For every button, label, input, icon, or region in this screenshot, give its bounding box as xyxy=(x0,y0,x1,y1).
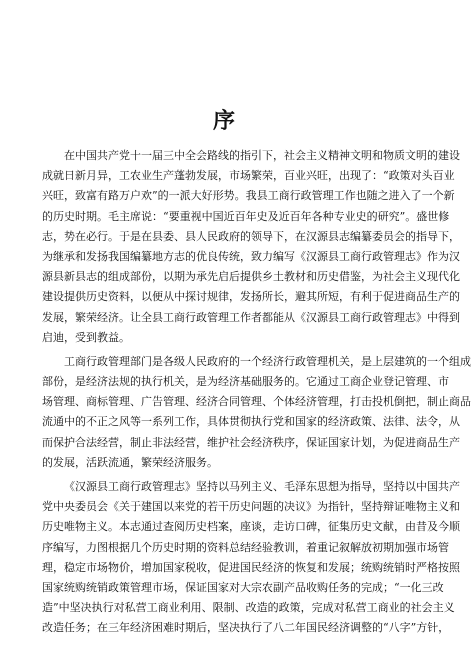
text-line: 部份，是经济法规的执行机关，是为经济基础服务的。它通过工商企业登记管理、市 xyxy=(42,375,449,389)
text-line: 在中国共产党十一届三中全会路线的指引下，社会主义精神文明和物质文明的建设 xyxy=(64,149,460,162)
text-line: 的历史时期。毛主席说：“要重视中国近百年史及近百年各种专业史的研究”。盛世修 xyxy=(42,209,450,223)
text-line: 序编写，力图根据几个历史时期的资料总结经验教训，着重记叙解放初期加强市场管 xyxy=(42,540,449,554)
text-line: 启迪，受到教益。 xyxy=(42,330,130,344)
text-line: 兴旺，致富有路万户欢”的一派大好形势。我县工商行政管理工作也随之进入了一个新 xyxy=(42,189,455,203)
text-line: 的发展，活跃流通，繁荣经济服务。 xyxy=(42,455,218,469)
text-line: 为继承和发扬我国编纂地方志的优良传统，致力编写《汉源县工商行政管理志》作为汉 xyxy=(42,249,460,263)
text-line: 造”中坚决执行对私营工商业利用、限制、改造的政策，完成对私营工商业的社会主义 xyxy=(42,601,455,615)
text-line: 源县新县志的组成部份，以期为承先启后提供乡土教材和历史借鉴，为社会主义现代化 xyxy=(42,270,460,284)
text-line: 流通中的不正之风等一系列工作，具体贯彻执行党和国家的经济政策、法律、法令，从 xyxy=(42,415,460,429)
paragraph-2 xyxy=(42,352,471,473)
document-body xyxy=(42,146,471,643)
text-line: 成就日新月异，工农业生产蓬勃发展，市场繁荣，百业兴旺，出现了：“政策对头百业 xyxy=(42,169,455,183)
text-line: 而保护合法经营，制止非法经营，维护社会经济秩序，保证国家计划，为促进商品生产 xyxy=(42,435,460,449)
text-line: 党中央委员会《关于建国以来党的若干历史问题的决议》为指针，坚持辩证唯物主义和 xyxy=(42,500,460,514)
text-line: 历史唯物主义。本志通过查阅历史档案，座谈，走访口碑，征集历史文献，由昔及今顺 xyxy=(42,520,460,534)
paragraph-1 xyxy=(42,146,460,348)
text-line: 发展，繁荣经济。让全县工商行政管理工作者都能从《汉源县工商行政管理志》中得到 xyxy=(42,310,460,324)
text-line: 建设提供历史资料，以便从中探讨规律，发扬所长，避其所短，有利于促进商品生产的 xyxy=(42,290,460,304)
paragraph-3 xyxy=(42,477,460,639)
text-line: 改造任务；在三年经济困难时期后，坚决执行了八二年国民经济调整的“八字”方针， xyxy=(42,621,450,635)
text-line: 场管理、商标管理、广告管理、经济合同管理、个体经济管理，打击投机倒把，制止商品 xyxy=(42,395,471,409)
text-line: 理，稳定市场物价，增加国家税收，促进国民经济的恢复和发展；统购统销时严格按照 xyxy=(42,560,460,574)
text-line: 《汉源县工商行政管理志》坚持以马列主义、毛泽东思想为指导，坚持以中国共产 xyxy=(64,480,460,493)
text-line: 志，势在必行。于是在县委、县人民政府的领导下，在汉源县志编纂委员会的指导下， xyxy=(42,229,460,243)
page-title: 序 xyxy=(212,109,237,134)
text-line: 工商行政管理部门是各级人民政府的一个经济行政管理机关，是上层建筑的一个组成 xyxy=(64,354,471,368)
text-line: 国家统购统销政策管理市场，保证国家对大宗农副产品收购任务的完成；“一化三改 xyxy=(42,580,444,594)
